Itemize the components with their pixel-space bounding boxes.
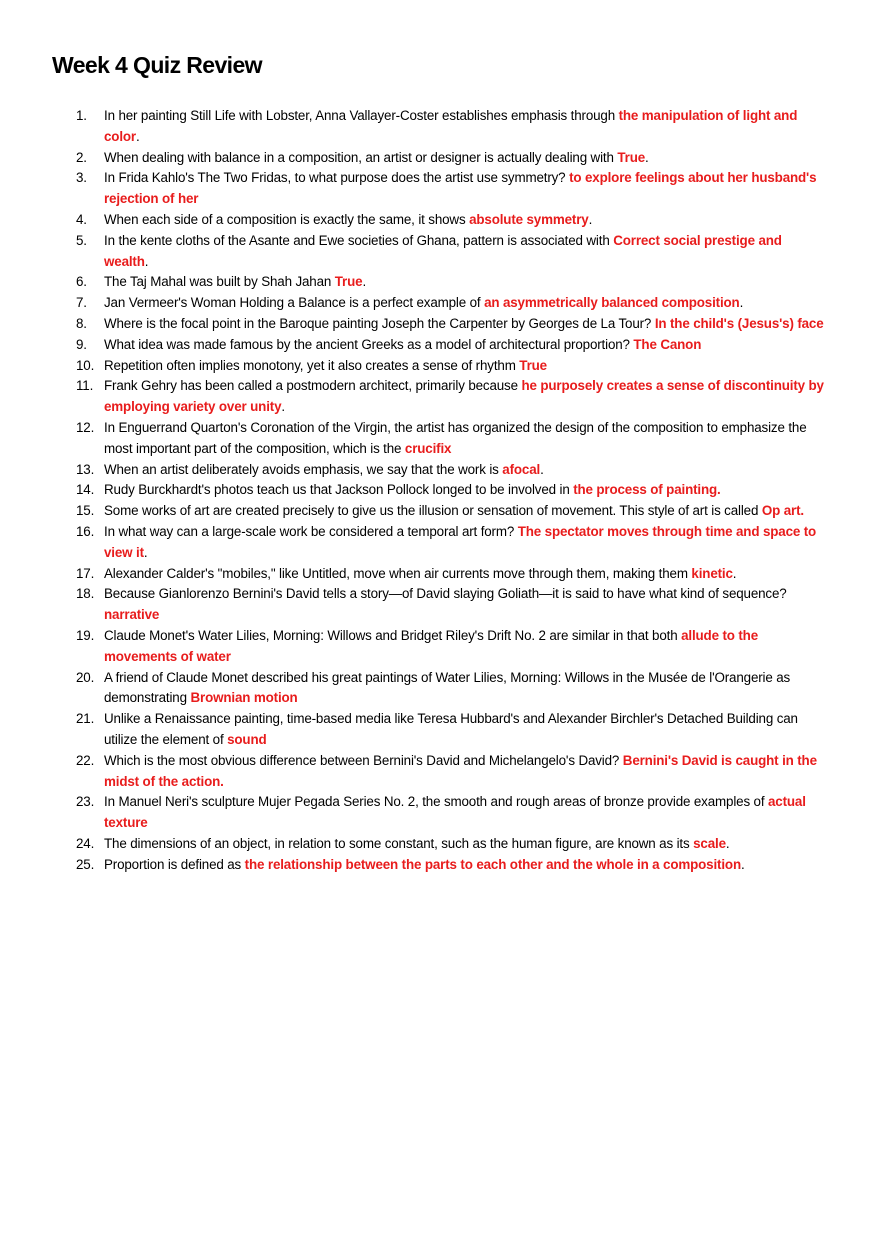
- question-item: [0, 418, 880, 460]
- question-item: [0, 148, 880, 169]
- question-text: Claude Monet's Water Lilies, Morning: Willows and Bridget Riley's Drift No. 2 are similar in that both: [104, 627, 682, 643]
- question-tail: .: [540, 461, 544, 477]
- question-number: 4.: [76, 211, 87, 227]
- answer-text: sound: [227, 731, 267, 747]
- question-number: 8.: [76, 315, 87, 331]
- question-text: When each side of a composition is exactly the same, it shows: [104, 211, 470, 227]
- question-text: Proportion is defined as: [104, 856, 245, 872]
- question-tail: .: [143, 544, 148, 560]
- question-item: [0, 376, 880, 418]
- question-item: [0, 522, 880, 564]
- question-item: [0, 106, 880, 148]
- question-text: In Manuel Neri's sculpture Mujer Pegada Series No. 2, the smooth and rough areas of bronze provide examples of: [104, 794, 768, 810]
- question-item: [0, 460, 880, 481]
- question-tail: .: [725, 835, 730, 851]
- question-number: 12.: [76, 419, 95, 435]
- question-item: [0, 272, 880, 293]
- question-text: In Frida Kahlo's The Two Fridas, to what purpose does the artist use symmetry?: [104, 170, 570, 186]
- question-item: [0, 356, 880, 377]
- question-item: [0, 501, 880, 522]
- question-tail: .: [588, 211, 593, 227]
- question-text: Rudy Burckhardt's photos teach us that Jackson Pollock longed to be involved in: [104, 482, 574, 498]
- question-number: 21.: [76, 711, 95, 727]
- question-item: [0, 564, 880, 585]
- question-number: 10.: [76, 357, 95, 373]
- question-item: [0, 751, 880, 793]
- question-number: 6.: [76, 274, 87, 290]
- question-number: 23.: [76, 794, 95, 810]
- question-text: Some works of art are created precisely to give us the illusion or sensation of movement. This style of art is called: [104, 503, 762, 519]
- question-number: 24.: [76, 835, 95, 851]
- question-item: [0, 709, 880, 751]
- question-item: [0, 855, 880, 876]
- question-item: [0, 168, 880, 210]
- answer-text: absolute symmetry: [469, 211, 589, 227]
- answer-text: kinetic: [691, 565, 733, 581]
- question-text: In the kente cloths of the Asante and Ewe societies of Ghana, pattern is associated with: [104, 232, 614, 248]
- question-number: 9.: [76, 336, 87, 352]
- question-item: [0, 584, 880, 626]
- answer-text: True: [519, 357, 547, 373]
- question-number: 22.: [76, 752, 95, 768]
- answer-text: Op art.: [761, 503, 804, 519]
- answer-text: he purposely creates a sense of discontinuity by employing variety over unity: [104, 378, 824, 415]
- answer-text: allude to the movements of water: [104, 627, 759, 664]
- question-tail: .: [645, 149, 649, 165]
- question-item: [0, 293, 880, 314]
- answer-text: The Canon: [633, 336, 702, 352]
- answer-text: True: [334, 274, 363, 290]
- answer-text: Brownian motion: [190, 690, 298, 706]
- answer-text: actual texture: [104, 794, 806, 831]
- question-item: [0, 480, 880, 501]
- question-number: 7.: [76, 295, 87, 311]
- question-text: In her painting Still Life with Lobster, Anna Vallayer-Coster establishes emphasis through: [104, 108, 619, 123]
- question-tail: .: [362, 274, 367, 290]
- question-item: [0, 335, 880, 356]
- answer-text: scale: [693, 835, 726, 851]
- question-tail: .: [732, 565, 737, 581]
- question-number: 11.: [76, 378, 94, 394]
- answer-text: Correct social prestige and wealth: [104, 232, 782, 269]
- question-number: 20.: [76, 669, 95, 685]
- question-text: Which is the most obvious difference between Bernini's David and Michelangelo's David?: [104, 752, 623, 768]
- question-number: 25.: [76, 856, 95, 872]
- question-number: 17.: [76, 565, 95, 581]
- answer-text: an asymmetrically balanced composition: [484, 295, 740, 311]
- question-tail: .: [136, 128, 140, 144]
- question-tail: .: [741, 856, 745, 872]
- question-item: [0, 314, 880, 335]
- question-tail: .: [144, 253, 149, 269]
- question-text: Alexander Calder's "mobiles," like Untitled, move when air currents move through them, making them: [104, 565, 692, 581]
- answer-text: to explore feelings about her husband's rejection of her: [104, 170, 817, 207]
- question-item: [0, 231, 880, 273]
- question-number: 5.: [76, 232, 87, 248]
- question-text: In what way can a large-scale work be considered a temporal art form?: [104, 523, 518, 539]
- question-text: A friend of Claude Monet described his great paintings of Water Lilies, Morning: Willows in the Musée de l'Orangerie as demonstrating: [104, 669, 791, 706]
- question-text: When dealing with balance in a composition, an artist or designer is actually dealing with: [104, 149, 618, 165]
- question-number: 3.: [76, 170, 87, 186]
- question-text: The dimensions of an object, in relation to some constant, such as the human figure, are known as its: [104, 835, 694, 851]
- answer-text: In the child's (Jesus's) face: [654, 315, 824, 331]
- answer-text: afocal: [502, 461, 541, 477]
- question-item: [0, 792, 880, 834]
- question-text: Where is the focal point in the Baroque painting Joseph the Carpenter by Georges de La Tour?: [104, 315, 655, 331]
- question-tail: .: [281, 399, 285, 415]
- question-number: 18.: [76, 586, 95, 602]
- question-item: [0, 626, 880, 668]
- question-number: 2.: [76, 149, 87, 165]
- question-text: When an artist deliberately avoids emphasis, we say that the work is: [104, 461, 503, 477]
- question-text: The Taj Mahal was built by Shah Jahan: [104, 274, 335, 290]
- question-text: Unlike a Renaissance painting, time-based media like Teresa Hubbard's and Alexander Birchler's Detached Building can utilize the element of: [104, 711, 798, 747]
- question-item: [0, 834, 880, 855]
- question-text: Repetition often implies monotony, yet it also creates a sense of rhythm: [104, 357, 520, 373]
- question-number: 19.: [76, 627, 95, 643]
- answer-text: The spectator moves through time and space to view it: [104, 523, 817, 560]
- answer-text: Bernini's David is caught in the midst of the action.: [104, 752, 817, 789]
- answer-text: True: [617, 149, 646, 165]
- question-item: [0, 210, 880, 231]
- question-number: 14.: [76, 482, 95, 498]
- question-text: What idea was made famous by the ancient Greeks as a model of architectural proportion?: [104, 336, 634, 352]
- question-text: Jan Vermeer's Woman Holding a Balance is a perfect example of: [104, 295, 485, 311]
- question-number: 16.: [76, 523, 95, 539]
- answer-text: the manipulation of light and color: [104, 108, 798, 144]
- question-number: 15.: [76, 503, 95, 519]
- question-number: 1.: [76, 108, 87, 123]
- question-text: Frank Gehry has been called a postmodern architect, primarily because: [104, 378, 522, 394]
- answer-text: the relationship between the parts to each other and the whole in a composition: [244, 856, 741, 872]
- answer-text: the process of painting.: [573, 482, 721, 498]
- answer-text: narrative: [104, 607, 160, 623]
- question-list: [0, 106, 880, 875]
- question-item: [0, 668, 880, 710]
- question-tail: .: [739, 295, 744, 311]
- question-number: 13.: [76, 461, 95, 477]
- question-text: In Enguerrand Quarton's Coronation of the Virgin, the artist has organized the design of the composition to emphasize the most important part of the composition, which is the: [104, 419, 807, 456]
- question-text: Because Gianlorenzo Bernini's David tells a story—of David slaying Goliath—it is said to have what kind of sequence?: [104, 586, 787, 602]
- page-title: Week 4 Quiz Review: [52, 52, 262, 78]
- answer-text: crucifix: [404, 440, 452, 456]
